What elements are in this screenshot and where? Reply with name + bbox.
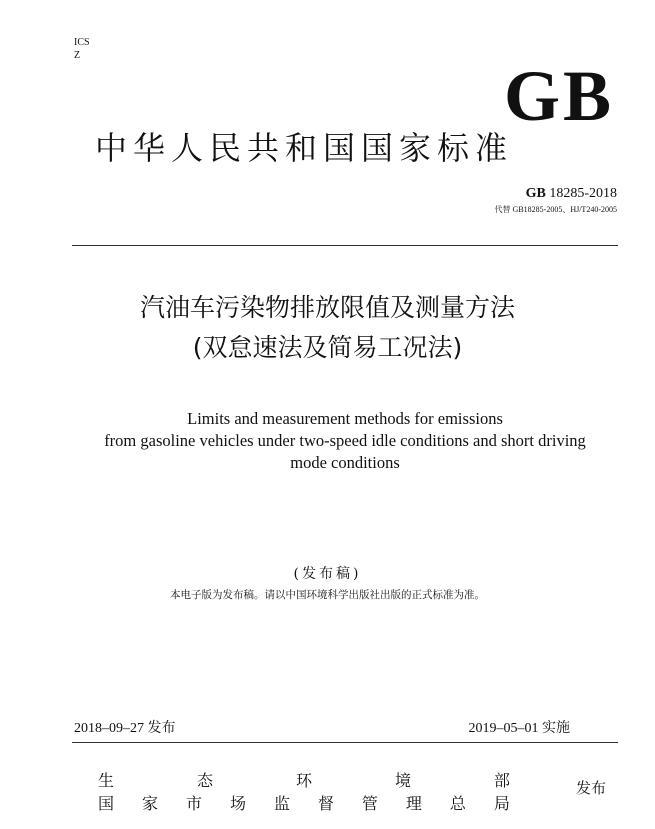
draft-note: 本电子版为发布稿。请以中国环境科学出版社出版的正式标准为准。 [170,589,485,601]
english-title [60,408,630,474]
issue-date: 2018–09–27 发布 [74,721,176,736]
ics-code [74,36,90,62]
replaces-note: 代替 GB18285-2005、HJ/T240-2005 [494,205,617,214]
national-standard-title: 中华人民共和国国家标准 [95,129,514,167]
issuer-char: 理 [405,794,422,813]
issuer-char: 管 [361,794,378,813]
ics-label: ICS [74,37,90,48]
issuer-char: 市 [185,794,202,813]
ccs-label: Z [74,50,81,61]
chinese-title-line1: 汽油车污染物排放限值及测量方法 [139,293,515,322]
bottom-divider [72,742,618,743]
issuer-char: 国 [98,794,115,813]
standard-number [526,186,617,202]
issuer-char: 监 [273,794,290,813]
publish-label: 发布 [576,779,607,797]
gb-logo: GB [503,56,614,136]
issuer-char: 部 [493,771,510,790]
issuer-char: 态 [196,771,213,790]
standard-code: 18285-2018 [545,186,617,201]
issuer-ministry-ecology [98,771,510,791]
chinese-title [0,288,655,368]
issuer-char: 总 [449,794,466,813]
standard-prefix: GB [525,186,546,201]
issuer-market-regulation [98,794,510,814]
draft-label: (发布稿) [293,566,362,582]
implementation-date: 2019–05–01 实施 [468,721,570,736]
issuer-char: 局 [493,794,510,813]
chinese-title-line2: (双怠速法及简易工况法) [192,333,463,362]
english-title-line2: from gasoline vehicles under two-speed idle conditions and short driving [104,431,586,450]
issuer-char: 境 [394,771,411,790]
english-title-line3: mode conditions [290,453,400,472]
issuer-char: 督 [317,794,334,813]
issuer-char: 家 [141,794,158,813]
issuer-char: 生 [98,771,115,790]
issuer-char: 环 [295,771,312,790]
top-divider [72,245,618,246]
english-title-line1: Limits and measurement methods for emissions [187,409,503,428]
issuer-char: 场 [229,794,246,813]
